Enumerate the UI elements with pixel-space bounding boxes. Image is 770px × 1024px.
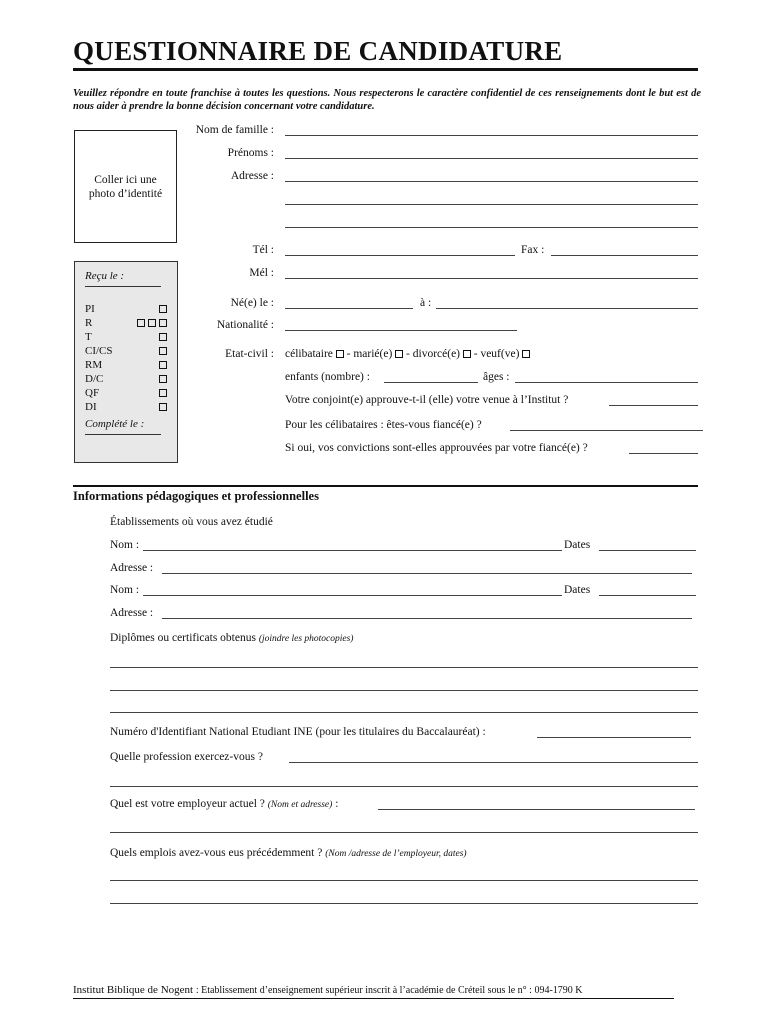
nee-label: Né(e) le :	[230, 297, 274, 309]
emplois-note: (Nom /adresse de l’employeur, dates)	[325, 849, 467, 859]
office-row-checkbox[interactable]	[159, 389, 167, 397]
nee-field[interactable]	[285, 308, 413, 309]
office-row-di	[85, 401, 167, 414]
tel-field[interactable]	[285, 255, 515, 256]
diplomes-note: (joindre les photocopies)	[258, 634, 354, 644]
office-row-qf	[85, 387, 167, 400]
celibataire-checkbox[interactable]	[336, 350, 344, 358]
enfants-field[interactable]	[384, 382, 478, 383]
footer	[73, 984, 583, 996]
school2-nom-field[interactable]	[143, 595, 562, 596]
adresse-field-1[interactable]	[285, 181, 698, 182]
ages-label: âges :	[483, 371, 510, 383]
fiance-field[interactable]	[510, 430, 703, 431]
lieu-label: à :	[420, 297, 432, 309]
school1-nom-label: Nom :	[110, 539, 140, 551]
office-row-rm	[85, 359, 167, 372]
convictions-question: Si oui, vos convictions sont-elles approuvées par votre fiancé(e) ?	[285, 442, 588, 454]
school2-adresse-label: Adresse :	[110, 607, 154, 619]
diplomes-label	[110, 632, 353, 644]
title-divider	[73, 68, 698, 71]
etat-civil-label: Etat-civil :	[225, 348, 274, 360]
school2-dates-label: Dates	[564, 584, 591, 596]
school1-adresse-field[interactable]	[162, 573, 692, 574]
fax-field[interactable]	[551, 255, 698, 256]
convictions-field[interactable]	[629, 453, 698, 454]
veuf-label: - veuf(ve)	[473, 348, 520, 360]
diplomes-field-2[interactable]	[110, 690, 698, 691]
ine-label: Numéro d'Identifiant National Etudiant INE (pour les titulaires du Baccalauréat) :	[110, 726, 486, 738]
emplois-field-2[interactable]	[110, 903, 698, 904]
prenoms-field[interactable]	[285, 158, 698, 159]
school2-nom-label: Nom :	[110, 584, 140, 596]
office-row-t	[85, 331, 167, 344]
employeur-note: (Nom et adresse)	[267, 800, 333, 810]
lieu-field[interactable]	[436, 308, 698, 309]
etat-civil-options	[285, 348, 530, 360]
footer-details: : Etablissement d’enseignement supérieur inscrit à l’académie de Créteil sous le n° : 094-1790 K	[195, 985, 583, 996]
photo-box-line1: Coller ici une	[94, 173, 157, 186]
complete-le-line[interactable]	[85, 434, 161, 435]
marie-checkbox[interactable]	[395, 350, 403, 358]
office-row-checkbox[interactable]	[159, 375, 167, 383]
office-row-code: DI	[85, 401, 97, 413]
profession-field-2[interactable]	[110, 786, 698, 787]
office-row-d-c	[85, 373, 167, 386]
ine-field[interactable]	[537, 737, 691, 738]
school1-dates-field[interactable]	[599, 550, 696, 551]
employeur-colon: :	[335, 798, 339, 810]
office-row-code: CI/CS	[85, 345, 113, 357]
footer-divider	[73, 998, 674, 999]
intro-text: Veuillez répondre en toute franchise à toutes les questions. Nous respecterons le caractère confidentiel de ces renseignements dont le but est de nous aider à prendre la bonne décision concernant votre candidature.	[73, 88, 701, 112]
office-row-code: QF	[85, 387, 100, 399]
divorce-checkbox[interactable]	[463, 350, 471, 358]
school1-adresse-label: Adresse :	[110, 562, 154, 574]
recu-le-label: Reçu le :	[85, 270, 125, 282]
adresse-field-3[interactable]	[285, 227, 698, 228]
celibataire-label: célibataire	[285, 348, 333, 360]
mel-field[interactable]	[285, 278, 698, 279]
footer-institute: Institut Biblique de Nogent	[73, 984, 194, 996]
employeur-field-1[interactable]	[378, 809, 695, 810]
employeur-label	[110, 798, 338, 810]
nationalite-field[interactable]	[285, 330, 517, 331]
prenoms-label: Prénoms :	[227, 147, 274, 159]
profession-label: Quelle profession exercez-vous ?	[110, 751, 263, 763]
office-use-box	[74, 261, 178, 463]
section-title: Informations pédagogiques et professionnelles	[73, 489, 319, 503]
diplomes-field-3[interactable]	[110, 712, 698, 713]
employeur-field-2[interactable]	[110, 832, 698, 833]
office-row-code: RM	[85, 359, 103, 371]
mel-label: Mél :	[249, 267, 274, 279]
diplomes-field-1[interactable]	[110, 667, 698, 668]
school1-nom-field[interactable]	[143, 550, 562, 551]
adresse-field-2[interactable]	[285, 204, 698, 205]
etablissements-label: Établissements où vous avez étudié	[110, 516, 273, 528]
office-row-code: T	[85, 331, 92, 343]
profession-field-1[interactable]	[289, 762, 698, 763]
diplomes-text: Diplômes ou certificats obtenus	[110, 632, 256, 644]
emplois-text: Quels emplois avez-vous eus précédemment ?	[110, 847, 323, 859]
nom-label: Nom de famille :	[195, 124, 274, 136]
photo-box-line2: photo d’identité	[88, 187, 163, 200]
school1-dates-label: Dates	[564, 539, 591, 551]
fax-label: Fax :	[521, 244, 545, 256]
veuf-checkbox[interactable]	[522, 350, 530, 358]
office-row-checkbox[interactable]	[159, 333, 167, 341]
school2-adresse-field[interactable]	[162, 618, 692, 619]
office-row-checkbox[interactable]	[159, 361, 167, 369]
office-row-code: D/C	[85, 373, 104, 385]
employeur-text: Quel est votre employeur actuel ?	[110, 798, 265, 810]
ages-field[interactable]	[515, 382, 698, 383]
emplois-field-1[interactable]	[110, 880, 698, 881]
adresse-label: Adresse :	[230, 170, 274, 182]
office-row-checkbox[interactable]	[159, 403, 167, 411]
tel-label: Tél :	[252, 244, 274, 256]
office-row-code: R	[85, 317, 93, 329]
marie-label: - marié(e)	[346, 348, 393, 360]
school2-dates-field[interactable]	[599, 595, 696, 596]
fiance-question: Pour les célibataires : êtes-vous fiancé(e) ?	[285, 419, 482, 431]
section-divider	[73, 485, 698, 487]
office-row-code: PI	[85, 303, 95, 315]
complete-le-label: Complété le :	[85, 418, 145, 430]
nom-field[interactable]	[285, 135, 698, 136]
enfants-label: enfants (nombre) :	[285, 371, 370, 383]
conjoint-field[interactable]	[609, 405, 698, 406]
emplois-label	[110, 847, 467, 859]
recu-le-line[interactable]	[85, 286, 161, 287]
office-row-checkbox[interactable]	[137, 319, 145, 327]
conjoint-question: Votre conjoint(e) approuve-t-il (elle) votre venue à l’Institut ?	[285, 394, 569, 406]
divorce-label: - divorcé(e)	[406, 348, 460, 360]
nationalite-label: Nationalité :	[216, 319, 274, 331]
page-title: QUESTIONNAIRE DE CANDIDATURE	[73, 36, 563, 66]
